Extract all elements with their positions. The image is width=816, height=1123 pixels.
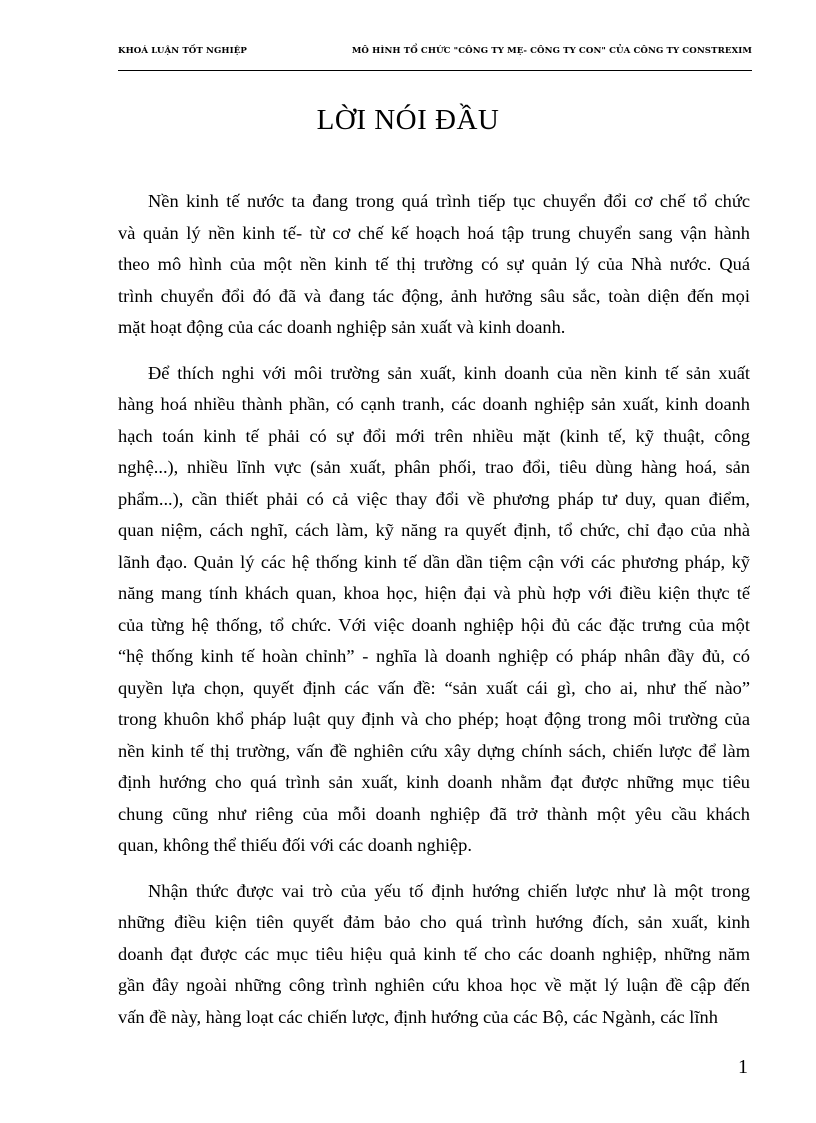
- text-line: những điều kiện tiên quyết đảm bảo cho quá trình hướng đích, sản xuất, kinh: [118, 912, 750, 932]
- text-line: lãnh đạo. Quản lý các hệ thống kinh tế dần dần tiệm cận với các phương pháp, kỹ: [118, 551, 750, 572]
- text-line: doanh đạt được các mục tiêu hiệu quả kinh tế cho các doanh nghiệp, những năm: [118, 943, 750, 964]
- paragraph-gap: [118, 862, 750, 876]
- page-number: 1: [738, 1056, 748, 1078]
- text-line: theo mô hình của một nền kinh tế thị trường có sự quản lý của Nhà nước. Quá: [118, 254, 750, 274]
- text-line: vấn đề này, hàng loạt các chiến lược, định hướng của các Bộ, các Ngành, các lĩnh: [118, 1006, 718, 1027]
- text-line: Nhận thức được vai trò của yếu tố định hướng chiến lược như là một trong: [148, 880, 750, 901]
- paragraph-gap: [118, 344, 750, 358]
- text-line: Để thích nghi với môi trường sản xuất, kinh doanh của nền kinh tế sản xuất: [148, 362, 750, 383]
- text-line: quan niệm, cách nghĩ, cách làm, kỹ năng ra quyết định, tổ chức, chỉ đạo của nhà: [118, 520, 750, 540]
- header-divider: [118, 70, 752, 71]
- text-line: trình chuyển đổi đó đã và đang tác động, ảnh hưởng sâu sắc, toàn diện đến mọi: [118, 285, 750, 306]
- paragraph: [118, 186, 750, 344]
- paragraph: [118, 358, 750, 862]
- text-line: năng mang tính khách quan, khoa học, hiện đại và phù hợp với điều kiện thực tế: [118, 583, 750, 603]
- header-left-text: KHOÁ LUẬN TỐT NGHIỆP: [118, 46, 247, 56]
- text-line: và quản lý nền kinh tế- từ cơ chế kế hoạch hoá tập trung chuyển sang vận hành: [118, 222, 750, 243]
- text-line: “hệ thống kinh tế hoàn chỉnh” - nghĩa là doanh nghiệp có pháp nhân đầy đủ, có: [118, 646, 750, 666]
- text-line: nền kinh tế thị trường, vấn đề nghiên cứu xây dựng chính sách, chiến lược để làm: [118, 740, 750, 761]
- body-text: [118, 186, 750, 1033]
- text-line: mặt hoạt động của các doanh nghiệp sản xuất và kinh doanh.: [118, 317, 566, 337]
- paragraph: [118, 876, 750, 1034]
- text-line: gần đây ngoài những công trình nghiên cứu khoa học về mặt lý luận đề cập đến: [118, 975, 750, 995]
- text-line: trong khuôn khổ pháp luật quy định và cho phép; hoạt động trong môi trường của: [118, 709, 750, 729]
- text-line: quyền lựa chọn, quyết định các vấn đề: “sản xuất cái gì, cho ai, như thế nào”: [118, 677, 750, 698]
- text-line: hạch toán kinh tế phải có sự đổi mới trên nhiều mặt (kinh tế, kỹ thuật, công: [118, 425, 750, 446]
- text-line: nghệ...), nhiều lĩnh vực (sản xuất, phân phối, trao đổi, tiêu dùng hàng hoá, sản: [118, 457, 750, 477]
- text-line: định hướng cho quá trình sản xuất, kinh doanh nhằm đạt được những mục tiêu: [118, 772, 750, 792]
- running-header: [118, 46, 752, 64]
- header-right-text: MÔ HÌNH TỔ CHỨC "CÔNG TY MẸ- CÔNG TY CON" CỦA CÔNG TY CONSTREXIM: [351, 46, 752, 56]
- text-line: Nền kinh tế nước ta đang trong quá trình tiếp tục chuyển đổi cơ chế tổ chức: [148, 191, 750, 211]
- text-line: hàng hoá nhiều thành phần, có cạnh tranh, các doanh nghiệp sản xuất, kinh doanh: [118, 394, 750, 414]
- text-line: quan, không thể thiếu đối với các doanh nghiệp.: [118, 835, 472, 855]
- text-line: chung cũng như riêng của mỗi doanh nghiệp đã trở thành một yêu cầu khách: [118, 803, 750, 824]
- text-line: của từng hệ thống, tổ chức. Với việc doanh nghiệp hội đủ các đặc trưng của một: [118, 614, 750, 635]
- page-title: LỜI NÓI ĐẦU: [316, 104, 500, 136]
- text-line: phẩm...), cần thiết phải có cả việc thay đổi về phương pháp tư duy, quan điểm,: [118, 488, 750, 509]
